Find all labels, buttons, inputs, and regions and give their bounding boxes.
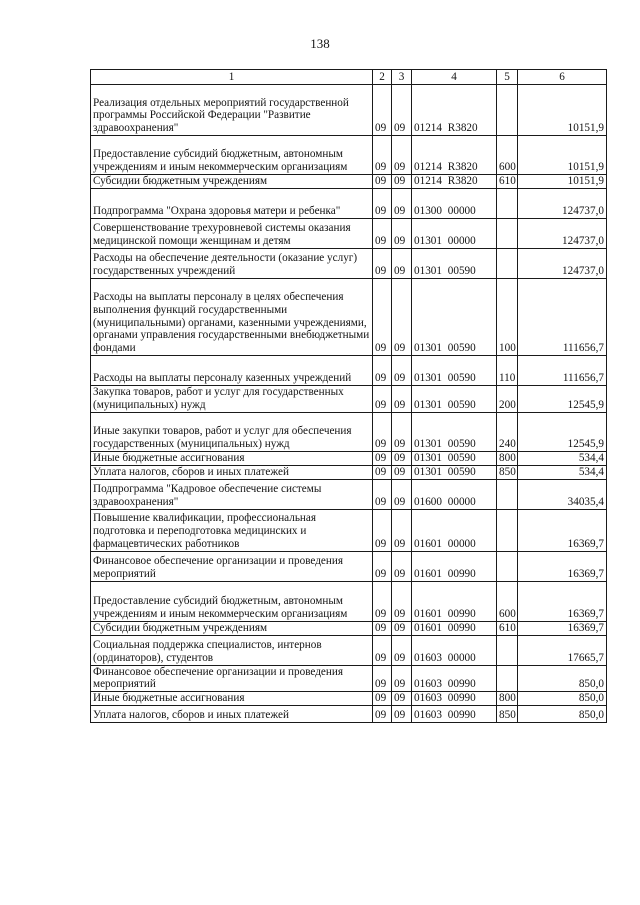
row-subsection-code: 09 bbox=[392, 692, 412, 706]
row-section-code: 09 bbox=[373, 412, 392, 451]
header-col-6: 6 bbox=[518, 70, 607, 85]
row-section-code: 09 bbox=[373, 665, 392, 692]
header-col-2: 2 bbox=[373, 70, 392, 85]
table-row bbox=[91, 635, 607, 665]
row-subsection-code: 09 bbox=[392, 279, 412, 356]
row-amount: 124737,0 bbox=[518, 189, 607, 219]
row-target-article: 01600 00000 bbox=[412, 479, 497, 509]
row-subsection-code: 09 bbox=[392, 509, 412, 551]
row-section-code: 09 bbox=[373, 551, 392, 581]
table-row bbox=[91, 136, 607, 175]
table-row bbox=[91, 412, 607, 451]
table-row bbox=[91, 551, 607, 581]
row-name: Реализация отдельных мероприятий государственной программы Российской Федерации "Развитие здравоохранения" bbox=[91, 85, 373, 136]
row-section-code: 09 bbox=[373, 356, 392, 386]
row-name: Социальная поддержка специалистов, интернов (ординаторов), студентов bbox=[91, 635, 373, 665]
row-target-article: 01603 00990 bbox=[412, 706, 497, 723]
table-row bbox=[91, 706, 607, 723]
table-row bbox=[91, 692, 607, 706]
row-target-article: 01603 00990 bbox=[412, 665, 497, 692]
row-expense-type: 850 bbox=[497, 465, 518, 479]
table-row bbox=[91, 85, 607, 136]
table-row bbox=[91, 509, 607, 551]
row-section-code: 09 bbox=[373, 465, 392, 479]
row-name: Иные бюджетные ассигнования bbox=[91, 451, 373, 465]
row-target-article: 01300 00000 bbox=[412, 189, 497, 219]
table-row bbox=[91, 356, 607, 386]
row-name: Закупка товаров, работ и услуг для государственных (муниципальных) нужд bbox=[91, 386, 373, 413]
row-amount: 124737,0 bbox=[518, 219, 607, 249]
row-name: Предоставление субсидий бюджетным, автономным учреждениям и иным некоммерческим организациям bbox=[91, 136, 373, 175]
row-expense-type: 600 bbox=[497, 136, 518, 175]
header-col-3: 3 bbox=[392, 70, 412, 85]
row-target-article: 01601 00990 bbox=[412, 621, 497, 635]
row-amount: 10151,9 bbox=[518, 85, 607, 136]
row-name: Субсидии бюджетным учреждениям bbox=[91, 621, 373, 635]
row-target-article: 01301 00590 bbox=[412, 279, 497, 356]
row-target-article: 01301 00590 bbox=[412, 412, 497, 451]
row-amount: 16369,7 bbox=[518, 551, 607, 581]
row-expense-type: 610 bbox=[497, 175, 518, 189]
row-expense-type bbox=[497, 509, 518, 551]
row-subsection-code: 09 bbox=[392, 85, 412, 136]
row-amount: 10151,9 bbox=[518, 175, 607, 189]
row-expense-type: 800 bbox=[497, 451, 518, 465]
row-name: Иные бюджетные ассигнования bbox=[91, 692, 373, 706]
row-expense-type: 100 bbox=[497, 279, 518, 356]
row-name: Уплата налогов, сборов и иных платежей bbox=[91, 706, 373, 723]
row-expense-type bbox=[497, 219, 518, 249]
row-expense-type: 800 bbox=[497, 692, 518, 706]
row-name: Иные закупки товаров, работ и услуг для обеспечения государственных (муниципальных) нужд bbox=[91, 412, 373, 451]
row-section-code: 09 bbox=[373, 189, 392, 219]
row-name: Совершенствование трехуровневой системы оказания медицинской помощи женщинам и детям bbox=[91, 219, 373, 249]
row-section-code: 09 bbox=[373, 635, 392, 665]
header-col-5: 5 bbox=[497, 70, 518, 85]
row-subsection-code: 09 bbox=[392, 479, 412, 509]
row-expense-type bbox=[497, 85, 518, 136]
row-name: Повышение квалификации, профессиональная подготовка и переподготовка медицинских и фармацевтических работников bbox=[91, 509, 373, 551]
row-amount: 10151,9 bbox=[518, 136, 607, 175]
row-subsection-code: 09 bbox=[392, 621, 412, 635]
row-target-article: 01603 00000 bbox=[412, 635, 497, 665]
row-section-code: 09 bbox=[373, 279, 392, 356]
row-section-code: 09 bbox=[373, 706, 392, 723]
table-row bbox=[91, 386, 607, 413]
table-row bbox=[91, 621, 607, 635]
row-name: Предоставление субсидий бюджетным, автономным учреждениям и иным некоммерческим организациям bbox=[91, 581, 373, 621]
table-row bbox=[91, 219, 607, 249]
row-subsection-code: 09 bbox=[392, 175, 412, 189]
row-subsection-code: 09 bbox=[392, 412, 412, 451]
page-number: 138 bbox=[310, 36, 330, 51]
row-section-code: 09 bbox=[373, 175, 392, 189]
row-name: Финансовое обеспечение организации и проведения мероприятий bbox=[91, 665, 373, 692]
row-expense-type: 200 bbox=[497, 386, 518, 413]
table-header-row bbox=[91, 70, 607, 85]
row-target-article: 01601 00990 bbox=[412, 551, 497, 581]
table-row bbox=[91, 465, 607, 479]
row-subsection-code: 09 bbox=[392, 665, 412, 692]
row-subsection-code: 09 bbox=[392, 465, 412, 479]
header-col-1: 1 bbox=[91, 70, 373, 85]
row-section-code: 09 bbox=[373, 509, 392, 551]
row-section-code: 09 bbox=[373, 621, 392, 635]
row-subsection-code: 09 bbox=[392, 386, 412, 413]
table-row bbox=[91, 279, 607, 356]
row-subsection-code: 09 bbox=[392, 451, 412, 465]
row-amount: 34035,4 bbox=[518, 479, 607, 509]
row-expense-type bbox=[497, 249, 518, 279]
row-expense-type: 240 bbox=[497, 412, 518, 451]
table-row bbox=[91, 249, 607, 279]
row-amount: 16369,7 bbox=[518, 509, 607, 551]
row-section-code: 09 bbox=[373, 581, 392, 621]
row-amount: 850,0 bbox=[518, 706, 607, 723]
row-subsection-code: 09 bbox=[392, 136, 412, 175]
row-target-article: 01301 00590 bbox=[412, 451, 497, 465]
row-expense-type: 600 bbox=[497, 581, 518, 621]
row-subsection-code: 09 bbox=[392, 219, 412, 249]
row-target-article: 01214 R3820 bbox=[412, 85, 497, 136]
row-amount: 12545,9 bbox=[518, 412, 607, 451]
row-target-article: 01301 00000 bbox=[412, 219, 497, 249]
row-target-article: 01603 00990 bbox=[412, 692, 497, 706]
table-row bbox=[91, 479, 607, 509]
row-expense-type bbox=[497, 551, 518, 581]
row-amount: 850,0 bbox=[518, 692, 607, 706]
row-expense-type bbox=[497, 479, 518, 509]
row-target-article: 01214 R3820 bbox=[412, 136, 497, 175]
row-section-code: 09 bbox=[373, 249, 392, 279]
row-amount: 124737,0 bbox=[518, 249, 607, 279]
header-col-4: 4 bbox=[412, 70, 497, 85]
row-expense-type bbox=[497, 665, 518, 692]
row-subsection-code: 09 bbox=[392, 189, 412, 219]
row-target-article: 01301 00590 bbox=[412, 356, 497, 386]
row-amount: 16369,7 bbox=[518, 621, 607, 635]
row-subsection-code: 09 bbox=[392, 706, 412, 723]
table-row bbox=[91, 665, 607, 692]
row-section-code: 09 bbox=[373, 219, 392, 249]
row-expense-type bbox=[497, 189, 518, 219]
row-subsection-code: 09 bbox=[392, 635, 412, 665]
table-row bbox=[91, 175, 607, 189]
row-amount: 111656,7 bbox=[518, 356, 607, 386]
table-row bbox=[91, 451, 607, 465]
row-name: Подпрограмма "Кадровое обеспечение системы здравоохранения" bbox=[91, 479, 373, 509]
row-section-code: 09 bbox=[373, 85, 392, 136]
row-expense-type: 110 bbox=[497, 356, 518, 386]
row-name: Расходы на обеспечение деятельности (оказание услуг) государственных учреждений bbox=[91, 249, 373, 279]
table-row bbox=[91, 189, 607, 219]
row-section-code: 09 bbox=[373, 479, 392, 509]
row-target-article: 01301 00590 bbox=[412, 465, 497, 479]
row-subsection-code: 09 bbox=[392, 551, 412, 581]
row-subsection-code: 09 bbox=[392, 356, 412, 386]
row-amount: 17665,7 bbox=[518, 635, 607, 665]
row-target-article: 01301 00590 bbox=[412, 386, 497, 413]
row-section-code: 09 bbox=[373, 136, 392, 175]
row-section-code: 09 bbox=[373, 451, 392, 465]
row-name: Финансовое обеспечение организации и проведения мероприятий bbox=[91, 551, 373, 581]
row-name: Расходы на выплаты персоналу казенных учреждений bbox=[91, 356, 373, 386]
row-name: Субсидии бюджетным учреждениям bbox=[91, 175, 373, 189]
row-amount: 16369,7 bbox=[518, 581, 607, 621]
row-subsection-code: 09 bbox=[392, 581, 412, 621]
row-name: Подпрограмма "Охрана здоровья матери и ребенка" bbox=[91, 189, 373, 219]
row-target-article: 01301 00590 bbox=[412, 249, 497, 279]
row-amount: 12545,9 bbox=[518, 386, 607, 413]
table-row bbox=[91, 581, 607, 621]
row-target-article: 01601 00990 bbox=[412, 581, 497, 621]
row-subsection-code: 09 bbox=[392, 249, 412, 279]
row-expense-type: 610 bbox=[497, 621, 518, 635]
row-target-article: 01214 R3820 bbox=[412, 175, 497, 189]
row-amount: 534,4 bbox=[518, 451, 607, 465]
row-section-code: 09 bbox=[373, 692, 392, 706]
budget-table bbox=[90, 69, 607, 723]
row-name: Уплата налогов, сборов и иных платежей bbox=[91, 465, 373, 479]
row-expense-type: 850 bbox=[497, 706, 518, 723]
row-amount: 534,4 bbox=[518, 465, 607, 479]
row-amount: 111656,7 bbox=[518, 279, 607, 356]
row-amount: 850,0 bbox=[518, 665, 607, 692]
row-target-article: 01601 00000 bbox=[412, 509, 497, 551]
row-expense-type bbox=[497, 635, 518, 665]
row-name: Расходы на выплаты персоналу в целях обеспечения выполнения функций государственными (муниципальными) органами, казенными учреждениями, органами управления государственными внебюджетными фондами bbox=[91, 279, 373, 356]
row-section-code: 09 bbox=[373, 386, 392, 413]
